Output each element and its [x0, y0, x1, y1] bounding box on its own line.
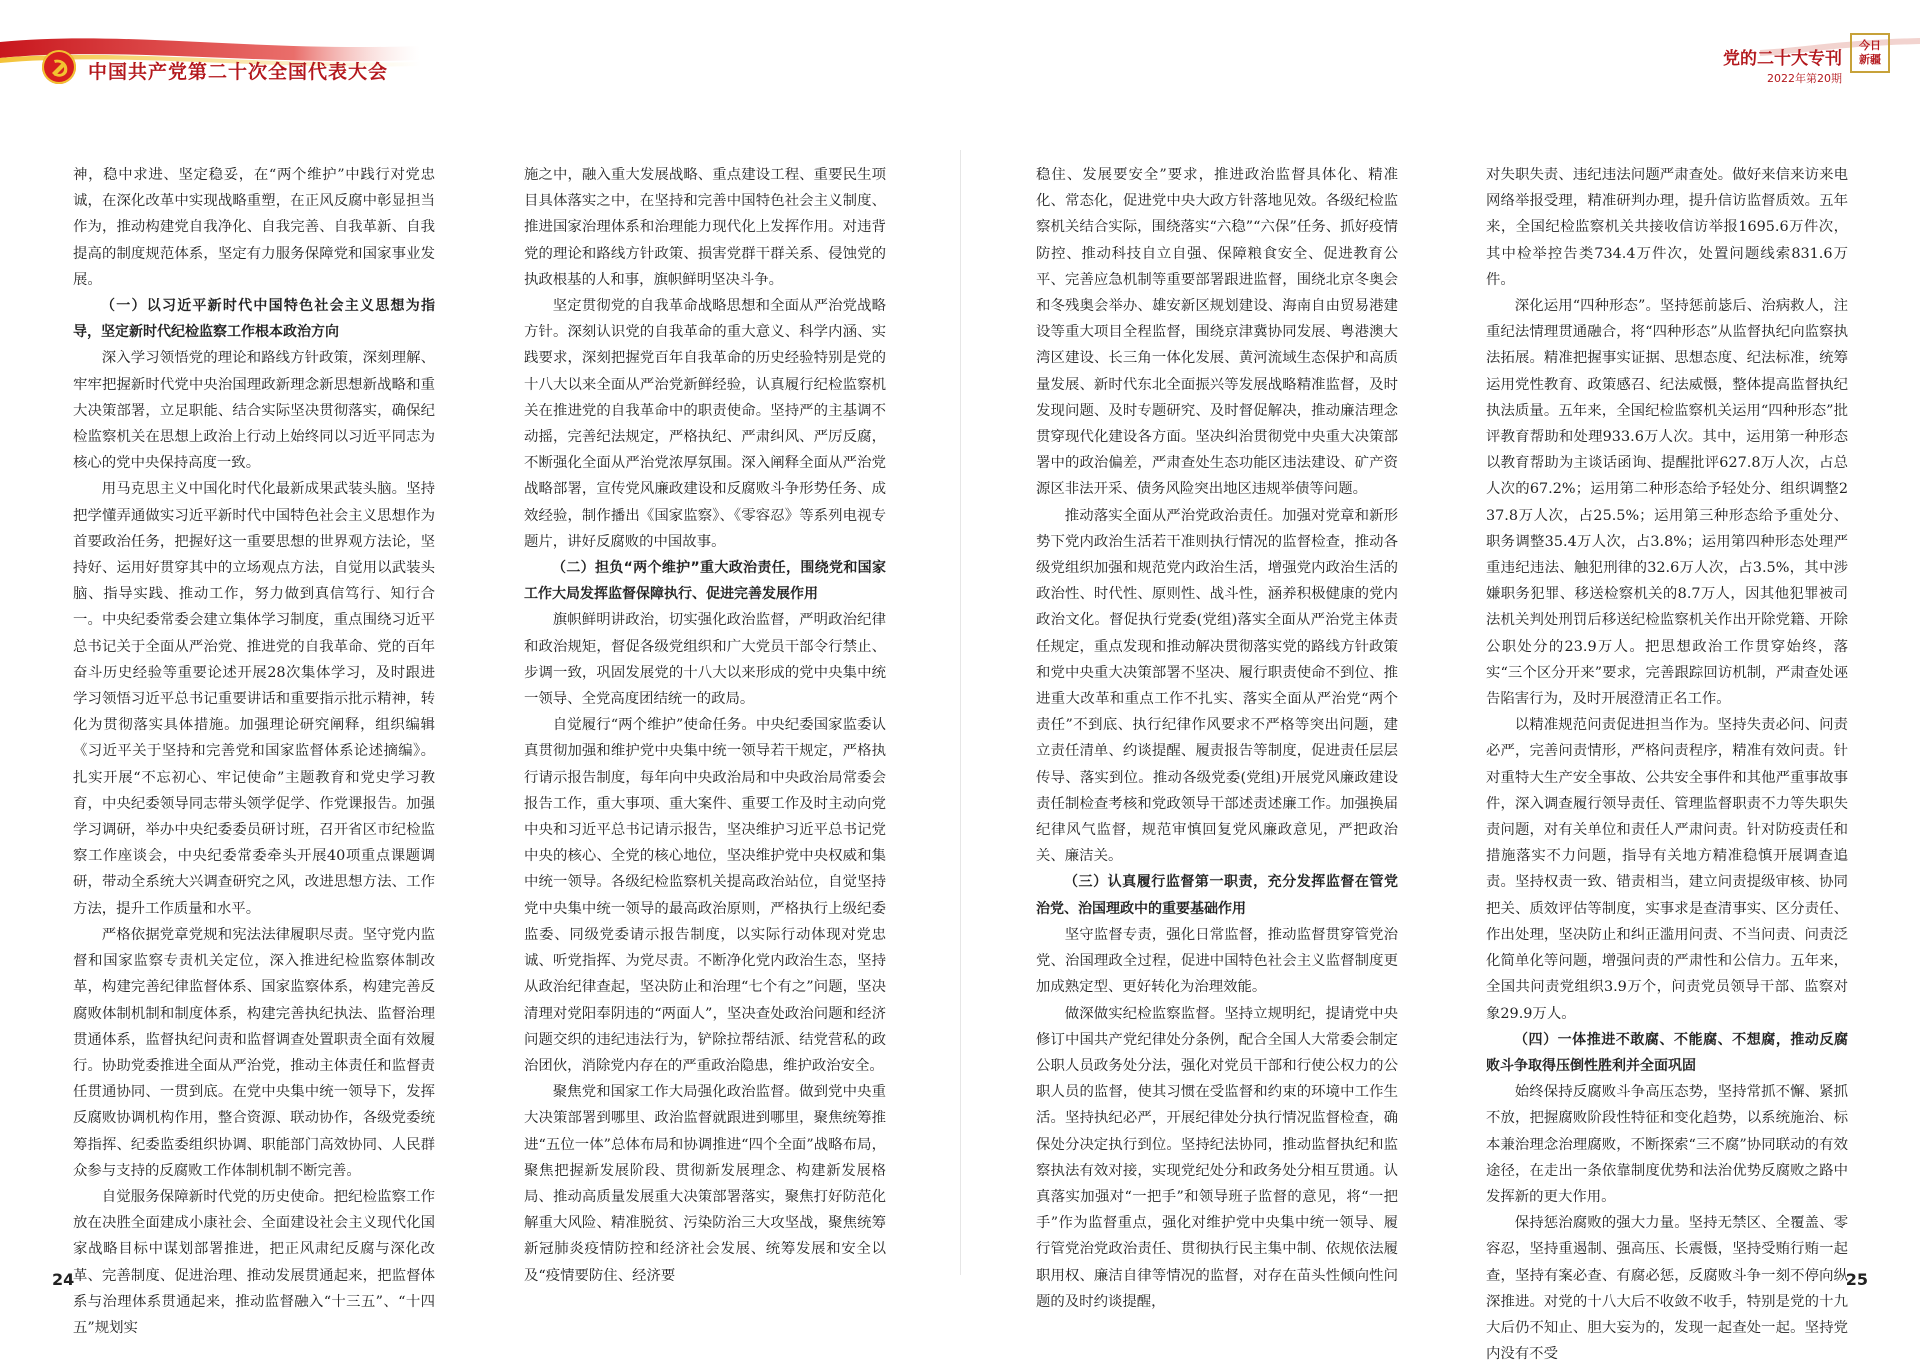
section-heading: （二）担负“两个维护”重大政治责任，围绕党和国家工作大局发挥监督保障执行、促进完善发展作用 — [524, 560, 886, 603]
section-heading: （四）一体推进不敢腐、不能腐、不想腐，推动反腐败斗争取得压倒性胜利并全面巩固 — [1486, 1031, 1848, 1074]
body-paragraph: 保持惩治腐败的强大力量。坚持无禁区、全覆盖、零容忍，坚持重遏制、强高压、长震慑，坚持受贿行贿一起查，坚持有案必查、有腐必惩，反腐败斗争一刻不停向纵深推进。对党的十八大后不收敛不收手，特别是党的十九大后仍不知止、胆大妄为的，发现一起查处一起。坚持党内没有不受 — [1486, 1215, 1848, 1363]
section-heading: （三）认真履行监督第一职责，充分发挥监督在管党治党、治国理政中的重要基础作用 — [1036, 874, 1398, 917]
body-paragraph: 坚守监督专责，强化日常监督，推动监督贯穿管党治党、治国理政全过程，促进中国特色社会主义监督制度更加成熟定型、更好转化为治理效能。 — [1036, 926, 1398, 996]
body-paragraph: 以精准规范问责促进担当作为。坚持失责必问、问责必严，完善问责情形，严格问责程序，精准有效问责。针对重特大生产安全事故、公共安全事件和其他严重事故事件，深入调查履行领导责任、管理监督职责不力等失职失责问题，对有关单位和责任人严肃问责。针对防疫责任和措施落实不力问题，指导有关地方精准稳慎开展调查追责。坚持权责一致、错责相当，建立问责提级审核、协同把关、质效评估等制度，实事求是查清事实、区分责任、作出处理，坚决防止和纠正滥用问责、不当问责、问责泛化简单化等问题，增强问责的严肃性和公信力。五年来，全国共问责党组织3.9万个，问责党员领导干部、监察对象29.9万人。 — [1486, 717, 1848, 1022]
body-paragraph: 旗帜鲜明讲政治，切实强化政治监督，严明政治纪律和政治规矩，督促各级党组织和广大党员干部令行禁止、步调一致，巩固发展党的十八大以来形成的党中央集中统一领导、全党高度团结统一的政局。 — [524, 612, 886, 708]
body-paragraph: 聚焦党和国家工作大局强化政治监督。做到党中央重大决策部署到哪里、政治监督就跟进到哪里，聚焦统筹推进“五位一体”总体布局和协调推进“四个全面”战略布局，聚焦把握新发展阶段、贯彻新发展理念、构建新发展格局、推动高质量发展重大决策部署落实，聚焦打好防范化解重大风险、精准脱贫、污染防治三大攻坚战，聚焦统筹新冠肺炎疫情防控和经济社会发展、统筹发展和安全以及“疫情要防住、经济要 — [524, 1084, 886, 1284]
publication-section-title: 中国共产党第二十次全国代表大会 — [88, 61, 389, 83]
body-paragraph: 自觉服务保障新时代党的历史使命。把纪检监察工作放在决胜全面建成小康社会、全面建设社会主义现代化国家战略目标中谋划部署推进，把正风肃纪反腐与深化改革、完善制度、促进治理、推动发展贯通起来，把监督体系与治理体系贯通起来，推动监督融入“十三五”、“十四五”规划实 — [73, 1188, 435, 1336]
page-gutter — [960, 150, 961, 1275]
body-paragraph: 深入学习领悟党的理论和路线方针政策，深刻理解、牢牢把握新时代党中央治国理政新理念新思想新战略和重大决策部署，立足职能、结合实际坚决贯彻落实，确保纪检监察机关在思想上政治上行动上始终同以习近平同志为核心的党中央保持高度一致。 — [73, 350, 435, 472]
body-paragraph: 自觉履行“两个维护”使命任务。中央纪委国家监委认真贯彻加强和维护党中央集中统一领导若干规定，严格执行请示报告制度，每年向中央政治局和中央政治局常委会报告工作，重大事项、重大案件、重要工作及时主动向党中央和习近平总书记请示报告，坚决维护习近平总书记党中央的核心、全党的核心地位，坚决维护党中央权威和集中统一领导。各级纪检监察机关提高政治站位，自觉坚持党中央集中统一领导的最高政治原则，严格执行上级纪委监委、同级党委请示报告制度，以实际行动体现对党忠诚、听党指挥、为党尽责。不断净化党内政治生态，坚持从政治纪律查起，坚决防止和治理“七个有之”问题，坚决清理对党阳奉阴违的“两面人”，坚决查处政治问题和经济问题交织的违纪违法行为，铲除拉帮结派、结党营私的政治团伙，消除党内存在的严重政治隐患，维护政治安全。 — [524, 717, 886, 1074]
magazine-logo-badge: 今日 新疆 — [1850, 33, 1890, 73]
body-paragraph: 推动落实全面从严治党政治责任。加强对党章和新形势下党内政治生活若干准则执行情况的监督检查，推动各级党组织加强和规范党内政治生活，增强党内政治生活的政治性、时代性、原则性、战斗性，涵养积极健康的党内政治文化。督促执行党委(党组)落实全面从严治党主体责任规定，重点发现和推动解决贯彻落实党的路线方针政策和党中央重大决策部署不坚决、履行职责使命不到位、推进重大改革和重点工作不扎实、落实全面从严治党“两个责任”不到底、执行纪律作风要求不严格等突出问题，建立责任清单、约谈提醒、履责报告等制度，促进责任层层传导、落实到位。推动各级党委(党组)开展党风廉政建设责任制检查考核和党政领导干部述责述廉工作。加强换届纪律风气监督，规范审慎回复党风廉政意见，严把政治关、廉洁关。 — [1036, 507, 1398, 865]
issue-info — [1723, 44, 1842, 86]
body-paragraph: 深化运用“四种形态”。坚持惩前毖后、治病救人，注重纪法情理贯通融合，将“四种形态”从监督执纪向监察执法拓展。精准把握事实证据、思想态度、纪法标准，统筹运用党性教育、政策感召、纪法威慑，整体提高监督执纪执法质量。五年来，全国纪检监察机关运用“四种形态”批评教育帮助和处理933.6万人次。其中，运用第一种形态以教育帮助为主谈话函询、提醒批评627.8万人次，占总人次的67.2%；运用第二种形态给予轻处分、组织调整237.8万人次，占25.5%；运用第三种形态给予重处分、职务调整35.4万人次，占3.8%；运用第四种形态处理严重违纪违法、触犯刑律的32.6万人次，占3.5%，其中涉嫌职务犯罪、移送检察机关的8.7万人，因其他犯罪被司法机关判处刑罚后移送纪检监察机关作出开除党籍、开除公职处分的23.9万人。把思想政治工作贯穿始终，落实“三个区分开来”要求，完善跟踪回访机制，严肃查处诬告陷害行为，及时开展澄清正名工作。 — [1486, 298, 1848, 708]
page-number-right: 25 — [1845, 1270, 1868, 1289]
body-paragraph: 稳住、发展要安全”要求，推进政治监督具体化、精准化、常态化，促进党中央大政方针落地见效。各级纪检监察机关结合实际，围绕落实“六稳”“六保”任务、抓好疫情防控、推动科技自立自强、保障粮食安全、促进教育公平、完善应急机制等重要部署跟进监督，围绕北京冬奥会和冬残奥会举办、雄安新区规划建设、海南自由贸易港建设等重大项目全程监督，围绕京津冀协同发展、粤港澳大湾区建设、长三角一体化发展、黄河流域生态保护和高质量发展、新时代东北全面振兴等发展战略精准监督，及时发现问题、及时专题研究、及时督促解决，推动廉洁理念贯穿现代化建设各方面。坚决纠治贯彻党中央重大决策部署中的政治偏差，严肃查处生态功能区违法建设、矿产资源区非法开采、债务风险突出地区违规举债等问题。 — [1036, 167, 1398, 498]
issue-number: 2022年第20期 — [1767, 72, 1842, 85]
body-paragraph: 始终保持反腐败斗争高压态势，坚持常抓不懈、紧抓不放，把握腐败阶段性特征和变化趋势，以系统施治、标本兼治理念治理腐败，不断探索“三不腐”协同联动的有效途径，在走出一条依靠制度优势和法治优势反腐败之路中发挥新的更大作用。 — [1486, 1084, 1848, 1205]
party-emblem-icon — [42, 50, 76, 84]
text-column-3 — [1036, 162, 1398, 1315]
text-column-2 — [524, 162, 886, 1289]
section-heading: （一）以习近平新时代中国特色社会主义思想为指导，坚定新时代纪检监察工作根本政治方向 — [73, 298, 435, 341]
body-paragraph: 坚定贯彻党的自我革命战略思想和全面从严治党战略方针。深刻认识党的自我革命的重大意义、科学内涵、实践要求，深刻把握党百年自我革命的历史经验特别是党的十八大以来全面从严治党新鲜经验，认真履行纪检监察机关在推进党的自我革命中的职责使命。坚持严的主基调不动摇，完善纪法规定，严格执纪、严肃纠风、严厉反腐，不断强化全面从严治党浓厚氛围。深入阐释全面从严治党战略部署，宣传党风廉政建设和反腐败斗争形势任务、成效经验，制作播出《国家监察》、《零容忍》等系列电视专题片，讲好反腐败的中国故事。 — [524, 298, 886, 550]
header-banner — [0, 0, 1920, 86]
body-paragraph: 神，稳中求进、坚定稳妥，在“两个维护”中践行对党忠诚，在深化改革中实现战略重塑，在正风反腐中彰显担当作为，推动构建党自我净化、自我完善、自我革新、自我提高的制度规范体系，坚定有力服务保障党和国家事业发展。 — [73, 167, 435, 288]
special-issue-title: 党的二十大专刊 — [1723, 49, 1842, 69]
text-column-4 — [1486, 162, 1848, 1367]
body-paragraph: 严格依据党章党规和宪法法律履职尽责。坚守党内监督和国家监察专责机关定位，深入推进纪检监察体制改革，构建完善纪律监督体系、国家监察体系，构建完善反腐败体制机制和制度体系，构建完善执纪执法、监督治理贯通体系，监督执纪问责和监督调查处置职责全面有效履行。协助党委推进全面从严治党，推动主体责任和监督责任贯通协同、一贯到底。在党中央集中统一领导下，发挥反腐败协调机构作用，整合资源、联动协作，各级党委统筹指挥、纪委监委组织协调、职能部门高效协同、人民群众参与支持的反腐败工作体制机制不断完善。 — [73, 926, 435, 1179]
body-paragraph: 对失职失责、违纪违法问题严肃查处。做好来信来访来电网络举报受理，精准研判办理，提升信访监督质效。五年来，全国纪检监察机关共接收信访举报1695.6万件次，其中检举控告类734.4万件次，处置问题线索831.6万件。 — [1486, 167, 1848, 288]
body-paragraph: 做深做实纪检监察监督。坚持立规明纪，提请党中央修订中国共产党纪律处分条例，配合全国人大常委会制定公职人员政务处分法，强化对党员干部和行使公权力的公职人员的监督，使其习惯在受监督和约束的环境中工作生活。坚持执纪必严，开展纪律处分执行情况监督检查，确保处分决定执行到位。坚持纪法协同，推动监督执纪和监察执法有效对接，实现党纪处分和政务处分相互贯通。认真落实加强对“一把手”和领导班子监督的意见，将“一把手”作为监督重点，强化对维护党中央集中统一领导、履行管党治党政治责任、贯彻执行民主集中制、依规依法履职用权、廉洁自律等情况的监督，对存在苗头性倾向性问题的及时约谈提醒， — [1036, 1005, 1398, 1310]
page-number-left: 24 — [52, 1270, 75, 1289]
text-column-1 — [73, 162, 435, 1341]
body-paragraph: 施之中，融入重大发展战略、重点建设工程、重要民生项目具体落实之中，在坚持和完善中国特色社会主义制度、推进国家治理体系和治理能力现代化上发挥作用。对违背党的理论和路线方针政策、损害党群干群关系、侵蚀党的执政根基的人和事，旗帜鲜明坚决斗争。 — [524, 167, 886, 288]
body-paragraph: 用马克思主义中国化时代化最新成果武装头脑。坚持把学懂弄通做实习近平新时代中国特色社会主义思想作为首要政治任务，把握好这一重要思想的世界观方法论，坚持好、运用好贯穿其中的立场观点方法，自觉用以武装头脑、指导实践、推动工作，努力做到真信笃行、知行合一。中央纪委常委会建立集体学习制度，重点围绕习近平总书记关于全面从严治党、推进党的自我革命、党的百年奋斗历史经验等重要论述开展28次集体学习，及时跟进学习领悟习近平总书记重要讲话和重要指示批示精神，转化为贯彻落实具体措施。加强理论研究阐释，组织编辑《习近平关于坚持和完善党和国家监督体系论述摘编》。扎实开展“不忘初心、牢记使命”主题教育和党史学习教育，中央纪委领导同志带头领学促学、作党课报告。加强学习调研，举办中央纪委委员研讨班，召开省区市纪检监察工作座谈会，中央纪委常委牵头开展40项重点课题调研，带动全系统大兴调查研究之风，改进思想方法、工作方法，提升工作质量和水平。 — [73, 481, 435, 917]
